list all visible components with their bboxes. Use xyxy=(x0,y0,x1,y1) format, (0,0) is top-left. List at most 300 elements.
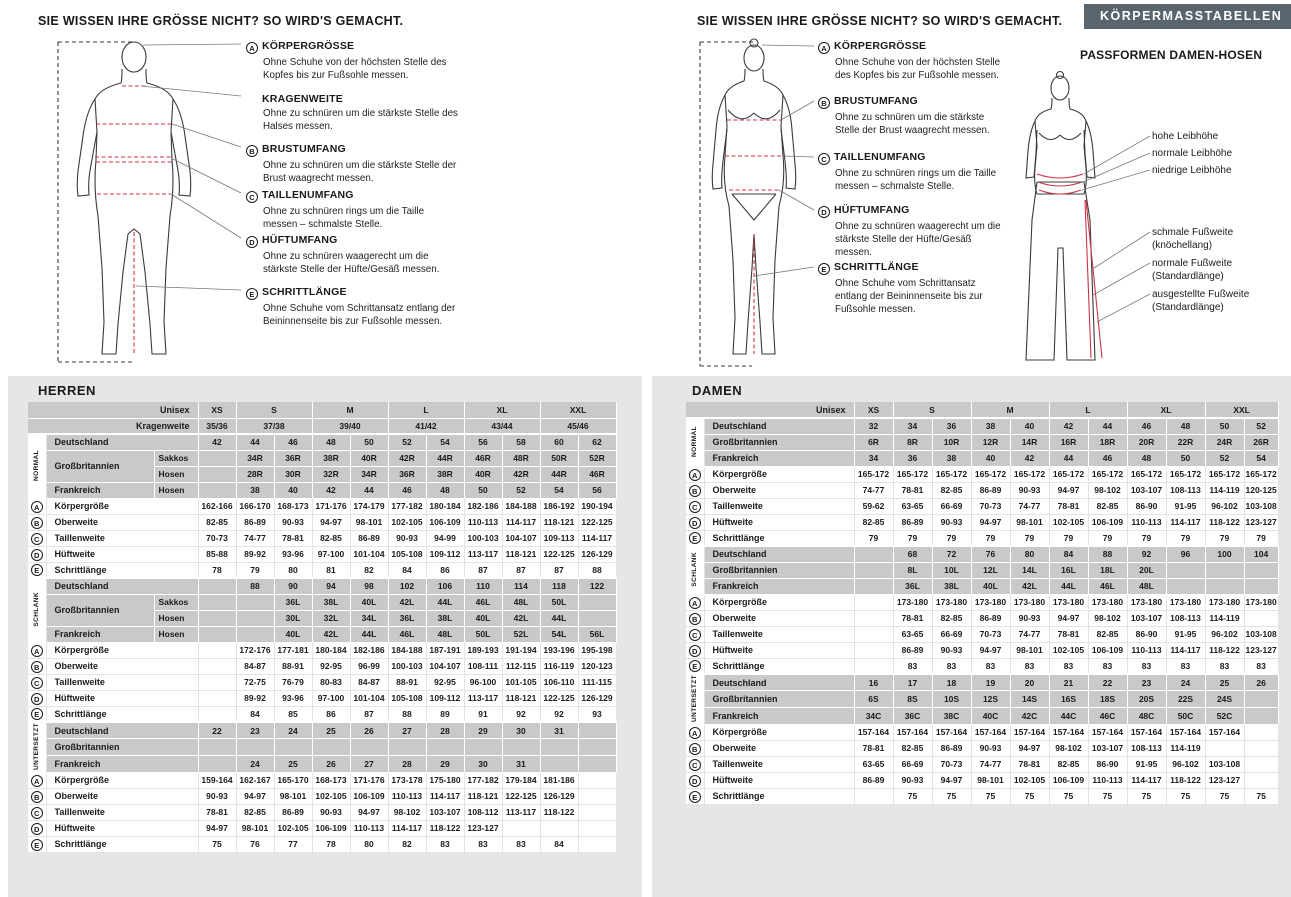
letter-e-badge: E xyxy=(246,288,258,300)
size-value: 36R xyxy=(388,466,426,482)
size-value: 83 xyxy=(1088,658,1127,674)
row-label: Großbritannien xyxy=(704,691,854,708)
size-value: 42R xyxy=(502,466,540,482)
size-value: 26 xyxy=(350,722,388,739)
size-header: XXL xyxy=(540,402,616,418)
row-label: Körpergröße xyxy=(704,466,854,482)
letter-badge: A xyxy=(689,469,701,481)
size-value: 82-85 xyxy=(1088,498,1127,514)
size-value: 19 xyxy=(971,674,1010,691)
size-value: 110-113 xyxy=(1088,772,1127,788)
row-label: Oberweite xyxy=(46,788,198,804)
section-label: NORMAL xyxy=(33,449,41,481)
size-value: 40R xyxy=(464,466,502,482)
measure-text: Ohne zu schnüren rings um die Taille messen – schmalste Stelle. xyxy=(835,168,997,192)
size-value: 157-164 xyxy=(1010,724,1049,740)
size-value: 114-119 xyxy=(1205,482,1244,498)
size-value xyxy=(578,836,616,852)
letter-cell xyxy=(686,626,704,642)
size-value: 44 xyxy=(350,482,388,498)
measure-heading xyxy=(821,40,1010,54)
size-value: 72-75 xyxy=(236,674,274,690)
size-value: 88 xyxy=(578,562,616,578)
size-value: 173-180 xyxy=(971,594,1010,610)
row-label: Deutschland xyxy=(704,418,854,434)
section-cell xyxy=(28,722,46,772)
size-value: 52 xyxy=(1244,418,1278,434)
letter-a-badge: A xyxy=(818,42,830,54)
size-value: 92 xyxy=(1127,546,1166,562)
size-value: 62 xyxy=(578,434,616,450)
size-value: 82-85 xyxy=(1049,756,1088,772)
size-value: 40 xyxy=(1010,418,1049,434)
letter-a-badge: A xyxy=(246,42,258,54)
row-label: Oberweite xyxy=(704,610,854,626)
size-value xyxy=(1244,562,1278,578)
size-value: 106-109 xyxy=(1088,642,1127,658)
size-value: 92-95 xyxy=(426,674,464,690)
size-value: 90-93 xyxy=(1010,610,1049,626)
row-label: Frankreich xyxy=(46,756,198,773)
kragenweite-value: 37/38 xyxy=(236,418,312,434)
size-value: 75 xyxy=(1127,788,1166,804)
fit-label-line: normale Fußweite xyxy=(1152,258,1233,269)
size-value: 122-125 xyxy=(502,788,540,804)
table-row xyxy=(28,722,616,739)
size-value: 92 xyxy=(502,706,540,722)
size-value: 113-117 xyxy=(464,690,502,706)
size-value: 94-97 xyxy=(1049,482,1088,498)
letter-cell xyxy=(686,514,704,530)
size-value xyxy=(578,804,616,820)
size-value: 24 xyxy=(236,756,274,773)
size-value: 177-182 xyxy=(388,498,426,514)
size-value: 46L xyxy=(1088,578,1127,594)
size-value: 184-188 xyxy=(388,642,426,658)
size-value xyxy=(350,739,388,756)
size-value: 36R xyxy=(274,450,312,466)
size-value: 26 xyxy=(312,756,350,773)
size-header: S xyxy=(236,402,312,418)
letter-badge: A xyxy=(689,597,701,609)
size-value: 105-108 xyxy=(388,546,426,562)
size-value: 157-164 xyxy=(1127,724,1166,740)
letter-badge: C xyxy=(31,677,43,689)
letter-cell xyxy=(28,546,46,562)
size-value: 26 xyxy=(1244,674,1278,691)
unisex-header: Unisex xyxy=(686,402,854,418)
size-value: 25 xyxy=(1205,674,1244,691)
size-value: 44C xyxy=(1049,708,1088,725)
table-row xyxy=(686,594,1278,610)
size-value: 29 xyxy=(426,756,464,773)
size-value: 28R xyxy=(236,466,274,482)
size-value xyxy=(854,658,893,674)
size-value xyxy=(854,594,893,610)
table-row xyxy=(686,530,1278,546)
size-value: 78-81 xyxy=(1049,498,1088,514)
size-value: 114 xyxy=(502,578,540,594)
size-value: 165-172 xyxy=(1127,466,1166,482)
size-value: 63-65 xyxy=(854,756,893,772)
size-value: 36C xyxy=(893,708,932,725)
size-value: 186-192 xyxy=(540,498,578,514)
letter-badge: E xyxy=(31,839,43,851)
size-value: 90-93 xyxy=(932,642,971,658)
size-value: 118-122 xyxy=(1205,642,1244,658)
size-value: 83 xyxy=(1127,658,1166,674)
kragenweite-value: 43/44 xyxy=(464,418,540,434)
table-row xyxy=(28,594,616,610)
size-value xyxy=(236,610,274,626)
size-value: 88-91 xyxy=(274,658,312,674)
table-row xyxy=(686,450,1278,466)
row-label: Hüftweite xyxy=(704,642,854,658)
size-value: 36L xyxy=(388,610,426,626)
size-value: 103-108 xyxy=(1244,498,1278,514)
row-sublabel: Hosen xyxy=(154,626,198,642)
size-header: S xyxy=(893,402,971,418)
table-row xyxy=(686,610,1278,626)
size-value xyxy=(1244,691,1278,708)
size-value: 162-166 xyxy=(198,498,236,514)
letter-c-badge: C xyxy=(818,153,830,165)
measure-heading xyxy=(249,40,458,54)
size-value xyxy=(388,739,426,756)
letter-cell xyxy=(28,514,46,530)
size-value: 79 xyxy=(1010,530,1049,546)
size-value: 86-89 xyxy=(274,804,312,820)
size-value: 24S xyxy=(1205,691,1244,708)
size-header: M xyxy=(312,402,388,418)
size-value: 46R xyxy=(464,450,502,466)
fit-label-line: normale Leibhöhe xyxy=(1152,148,1233,159)
measure-text: Ohne Schuhe vom Schrittansatz entlang der Beininnenseite bis zur Fußsohle messen. xyxy=(835,278,983,315)
row-label: Großbritannien xyxy=(704,434,854,450)
size-value: 38 xyxy=(236,482,274,498)
letter-badge: E xyxy=(689,660,701,672)
size-value: 34C xyxy=(854,708,893,725)
size-value: 52C xyxy=(1205,708,1244,725)
size-value: 94-97 xyxy=(971,642,1010,658)
size-value: 72 xyxy=(932,546,971,562)
size-value: 75 xyxy=(1205,788,1244,804)
fit-label-line: (Standardlänge) xyxy=(1152,271,1224,282)
size-value xyxy=(274,739,312,756)
size-value: 94-99 xyxy=(426,530,464,546)
size-value: 86-89 xyxy=(893,642,932,658)
size-value: 48R xyxy=(502,450,540,466)
women-measure-item xyxy=(818,151,1010,193)
size-value: 26R xyxy=(1244,434,1278,450)
row-label: Hüftweite xyxy=(704,514,854,530)
men-measure-item xyxy=(246,143,458,185)
size-value: 38L xyxy=(932,578,971,594)
size-value: 75 xyxy=(1010,788,1049,804)
size-value: 86-89 xyxy=(971,610,1010,626)
measure-heading xyxy=(821,95,1010,109)
size-value: 54 xyxy=(1244,450,1278,466)
size-value: 16L xyxy=(1049,562,1088,578)
size-value xyxy=(198,674,236,690)
table-row xyxy=(28,772,616,788)
size-value: 102-105 xyxy=(1010,772,1049,788)
size-value xyxy=(198,739,236,756)
size-value: 114-117 xyxy=(1166,642,1205,658)
size-value: 157-164 xyxy=(971,724,1010,740)
male-figure-illustration xyxy=(28,36,243,371)
table-header-row xyxy=(28,418,616,434)
measure-label: BRUSTUMFANG xyxy=(262,143,346,155)
size-value: 38L xyxy=(312,594,350,610)
size-value xyxy=(1244,708,1278,725)
row-sublabel: Hosen xyxy=(154,610,198,626)
letter-cell xyxy=(686,756,704,772)
size-value xyxy=(198,450,236,466)
table-row xyxy=(28,530,616,546)
row-label: Schrittlänge xyxy=(46,836,198,852)
size-value: 122 xyxy=(578,578,616,594)
size-value xyxy=(1244,772,1278,788)
row-label: Oberweite xyxy=(46,658,198,674)
size-value: 113-117 xyxy=(464,546,502,562)
size-value xyxy=(426,739,464,756)
size-value xyxy=(236,739,274,756)
size-value: 173-180 xyxy=(1049,594,1088,610)
size-value: 103-107 xyxy=(1088,740,1127,756)
measure-heading xyxy=(821,151,1010,165)
size-value: 74-77 xyxy=(971,756,1010,772)
size-value: 83 xyxy=(1010,658,1049,674)
letter-cell xyxy=(28,562,46,578)
size-value: 94 xyxy=(312,578,350,594)
size-value: 189-193 xyxy=(464,642,502,658)
size-value: 102 xyxy=(388,578,426,594)
size-value: 63-65 xyxy=(893,626,932,642)
size-value: 78 xyxy=(312,836,350,852)
size-value: 31 xyxy=(502,756,540,773)
size-value: 179-184 xyxy=(502,772,540,788)
letter-c-badge: C xyxy=(246,191,258,203)
size-value: 172-176 xyxy=(236,642,274,658)
size-value: 96-100 xyxy=(464,674,502,690)
size-value: 14R xyxy=(1010,434,1049,450)
men-measure-item xyxy=(246,40,458,82)
women-measure-item xyxy=(818,40,1010,82)
section-label: NORMAL xyxy=(691,425,699,457)
size-value: 34R xyxy=(236,450,274,466)
size-value: 74-77 xyxy=(1010,498,1049,514)
size-value: 88 xyxy=(1088,546,1127,562)
size-value: 44L xyxy=(1049,578,1088,594)
size-value: 126-129 xyxy=(540,788,578,804)
row-label: Großbritannien xyxy=(704,562,854,578)
size-value: 98-102 xyxy=(388,804,426,820)
size-value: 14L xyxy=(1010,562,1049,578)
size-value: 92 xyxy=(540,706,578,722)
letter-badge: B xyxy=(31,791,43,803)
measure-text: Ohne Schuhe von der höchsten Stelle des Kopfes bis zur Fußsohle messen. xyxy=(263,57,447,81)
size-value: 97-100 xyxy=(312,690,350,706)
size-value xyxy=(1244,610,1278,626)
row-label: Hüftweite xyxy=(46,546,198,562)
size-header: M xyxy=(971,402,1049,418)
measure-label: KÖRPERGRÖSSE xyxy=(834,40,927,52)
row-label: Taillenweite xyxy=(46,804,198,820)
size-value: 114-119 xyxy=(1205,610,1244,626)
pants-fit-illustration xyxy=(1005,70,1150,375)
letter-e-badge: E xyxy=(818,263,830,275)
table-row xyxy=(686,674,1278,691)
size-value: 182-186 xyxy=(350,642,388,658)
size-value: 50 xyxy=(464,482,502,498)
table-row xyxy=(686,418,1278,434)
size-value: 78-81 xyxy=(1049,626,1088,642)
size-value: 122-125 xyxy=(540,690,578,706)
letter-cell xyxy=(28,658,46,674)
row-sublabel: Hosen xyxy=(154,482,198,498)
row-label: Frankreich xyxy=(704,450,854,466)
size-value: 74-77 xyxy=(1010,626,1049,642)
size-value: 82-85 xyxy=(198,514,236,530)
table-row xyxy=(28,836,616,852)
row-label: Oberweite xyxy=(704,740,854,756)
size-value: 85 xyxy=(274,706,312,722)
size-value: 50R xyxy=(540,450,578,466)
fit-label-slim-leg xyxy=(1152,226,1290,252)
size-value: 81 xyxy=(312,562,350,578)
size-value: 14S xyxy=(1010,691,1049,708)
size-value: 48 xyxy=(426,482,464,498)
size-value: 173-180 xyxy=(1127,594,1166,610)
size-value: 171-176 xyxy=(350,772,388,788)
size-value: 80 xyxy=(350,836,388,852)
size-value: 165-172 xyxy=(893,466,932,482)
size-value: 86-89 xyxy=(971,482,1010,498)
size-value: 34 xyxy=(893,418,932,434)
size-value: 177-181 xyxy=(274,642,312,658)
men-measure-item xyxy=(246,189,458,231)
letter-cell xyxy=(686,642,704,658)
size-value: 52 xyxy=(502,482,540,498)
size-value: 54 xyxy=(426,434,464,450)
size-value: 54L xyxy=(540,626,578,642)
letter-badge: D xyxy=(31,549,43,561)
row-label: Schrittlänge xyxy=(704,788,854,804)
size-value: 83 xyxy=(502,836,540,852)
size-value: 177-182 xyxy=(464,772,502,788)
row-label: Großbritannien xyxy=(46,594,154,626)
size-value: 82-85 xyxy=(932,610,971,626)
size-value: 86-89 xyxy=(350,530,388,546)
row-label: Deutschland xyxy=(46,434,198,450)
size-value xyxy=(198,626,236,642)
size-value: 86 xyxy=(426,562,464,578)
size-value: 17 xyxy=(893,674,932,691)
table-row xyxy=(28,514,616,530)
size-value: 84-87 xyxy=(236,658,274,674)
measure-text: Ohne zu schnüren waagerecht um die stärkste Stelle der Hüfte/Gesäß messen. xyxy=(263,251,440,275)
size-value: 157-164 xyxy=(1049,724,1088,740)
size-value: 165-172 xyxy=(932,466,971,482)
row-label: Schrittlänge xyxy=(704,530,854,546)
unisex-header: Unisex xyxy=(28,402,198,418)
size-value: 40L xyxy=(464,610,502,626)
size-value: 48 xyxy=(1166,418,1205,434)
letter-cell xyxy=(686,530,704,546)
size-value: 46 xyxy=(1127,418,1166,434)
women-measure-item xyxy=(818,95,1010,137)
table-row xyxy=(686,740,1278,756)
men-measure-lines xyxy=(95,86,173,354)
size-value: 50L xyxy=(464,626,502,642)
size-value: 83 xyxy=(1049,658,1088,674)
passformen-title: PASSFORMEN DAMEN-HOSEN xyxy=(1080,48,1263,62)
letter-d-badge: D xyxy=(818,206,830,218)
size-value xyxy=(1166,578,1205,594)
size-value: 106-110 xyxy=(540,674,578,690)
size-value: 90-93 xyxy=(893,772,932,788)
letter-badge: D xyxy=(689,775,701,787)
size-value: 34R xyxy=(350,466,388,482)
size-value xyxy=(502,820,540,836)
fit-label-line: (Standardlänge) xyxy=(1152,302,1224,313)
letter-badge: A xyxy=(31,645,43,657)
size-value: 122-125 xyxy=(578,514,616,530)
table-row xyxy=(686,546,1278,562)
row-label: Großbritannien xyxy=(46,739,198,756)
size-value: 70-73 xyxy=(971,498,1010,514)
size-value: 78-81 xyxy=(198,804,236,820)
table-row xyxy=(686,434,1278,450)
size-value xyxy=(198,642,236,658)
size-value: 75 xyxy=(1166,788,1205,804)
size-value: 42 xyxy=(198,434,236,450)
size-value: 87 xyxy=(540,562,578,578)
size-value: 94-97 xyxy=(198,820,236,836)
letter-badge: D xyxy=(689,517,701,529)
fit-label-line: hohe Leibhöhe xyxy=(1152,131,1219,142)
size-value xyxy=(1244,740,1278,756)
letter-cell xyxy=(28,498,46,514)
size-value: 18 xyxy=(932,674,971,691)
size-value xyxy=(854,642,893,658)
row-label: Körpergröße xyxy=(46,642,198,658)
size-value: 42L xyxy=(388,594,426,610)
size-value: 50 xyxy=(1205,418,1244,434)
size-value: 79 xyxy=(1244,530,1278,546)
size-value: 123-127 xyxy=(1244,514,1278,530)
size-value: 157-164 xyxy=(932,724,971,740)
size-value: 6R xyxy=(854,434,893,450)
size-value: 28 xyxy=(426,722,464,739)
measure-text: Ohne Schuhe vom Schrittansatz entlang der Beininnenseite bis zur Fußsohle messen. xyxy=(263,303,456,327)
size-value: 103-107 xyxy=(1127,482,1166,498)
size-header: L xyxy=(1049,402,1127,418)
letter-badge: E xyxy=(31,564,43,576)
size-value: 80-83 xyxy=(312,674,350,690)
measure-label: KÖRPERGRÖSSE xyxy=(262,40,355,52)
size-value: 42 xyxy=(1010,450,1049,466)
size-value: 83 xyxy=(932,658,971,674)
size-value: 96-102 xyxy=(1205,498,1244,514)
size-value: 83 xyxy=(1166,658,1205,674)
size-value: 70-73 xyxy=(932,756,971,772)
kragenweite-value: 39/40 xyxy=(312,418,388,434)
size-value: 83 xyxy=(893,658,932,674)
letter-b-badge: B xyxy=(246,145,258,157)
size-value: 79 xyxy=(1088,530,1127,546)
